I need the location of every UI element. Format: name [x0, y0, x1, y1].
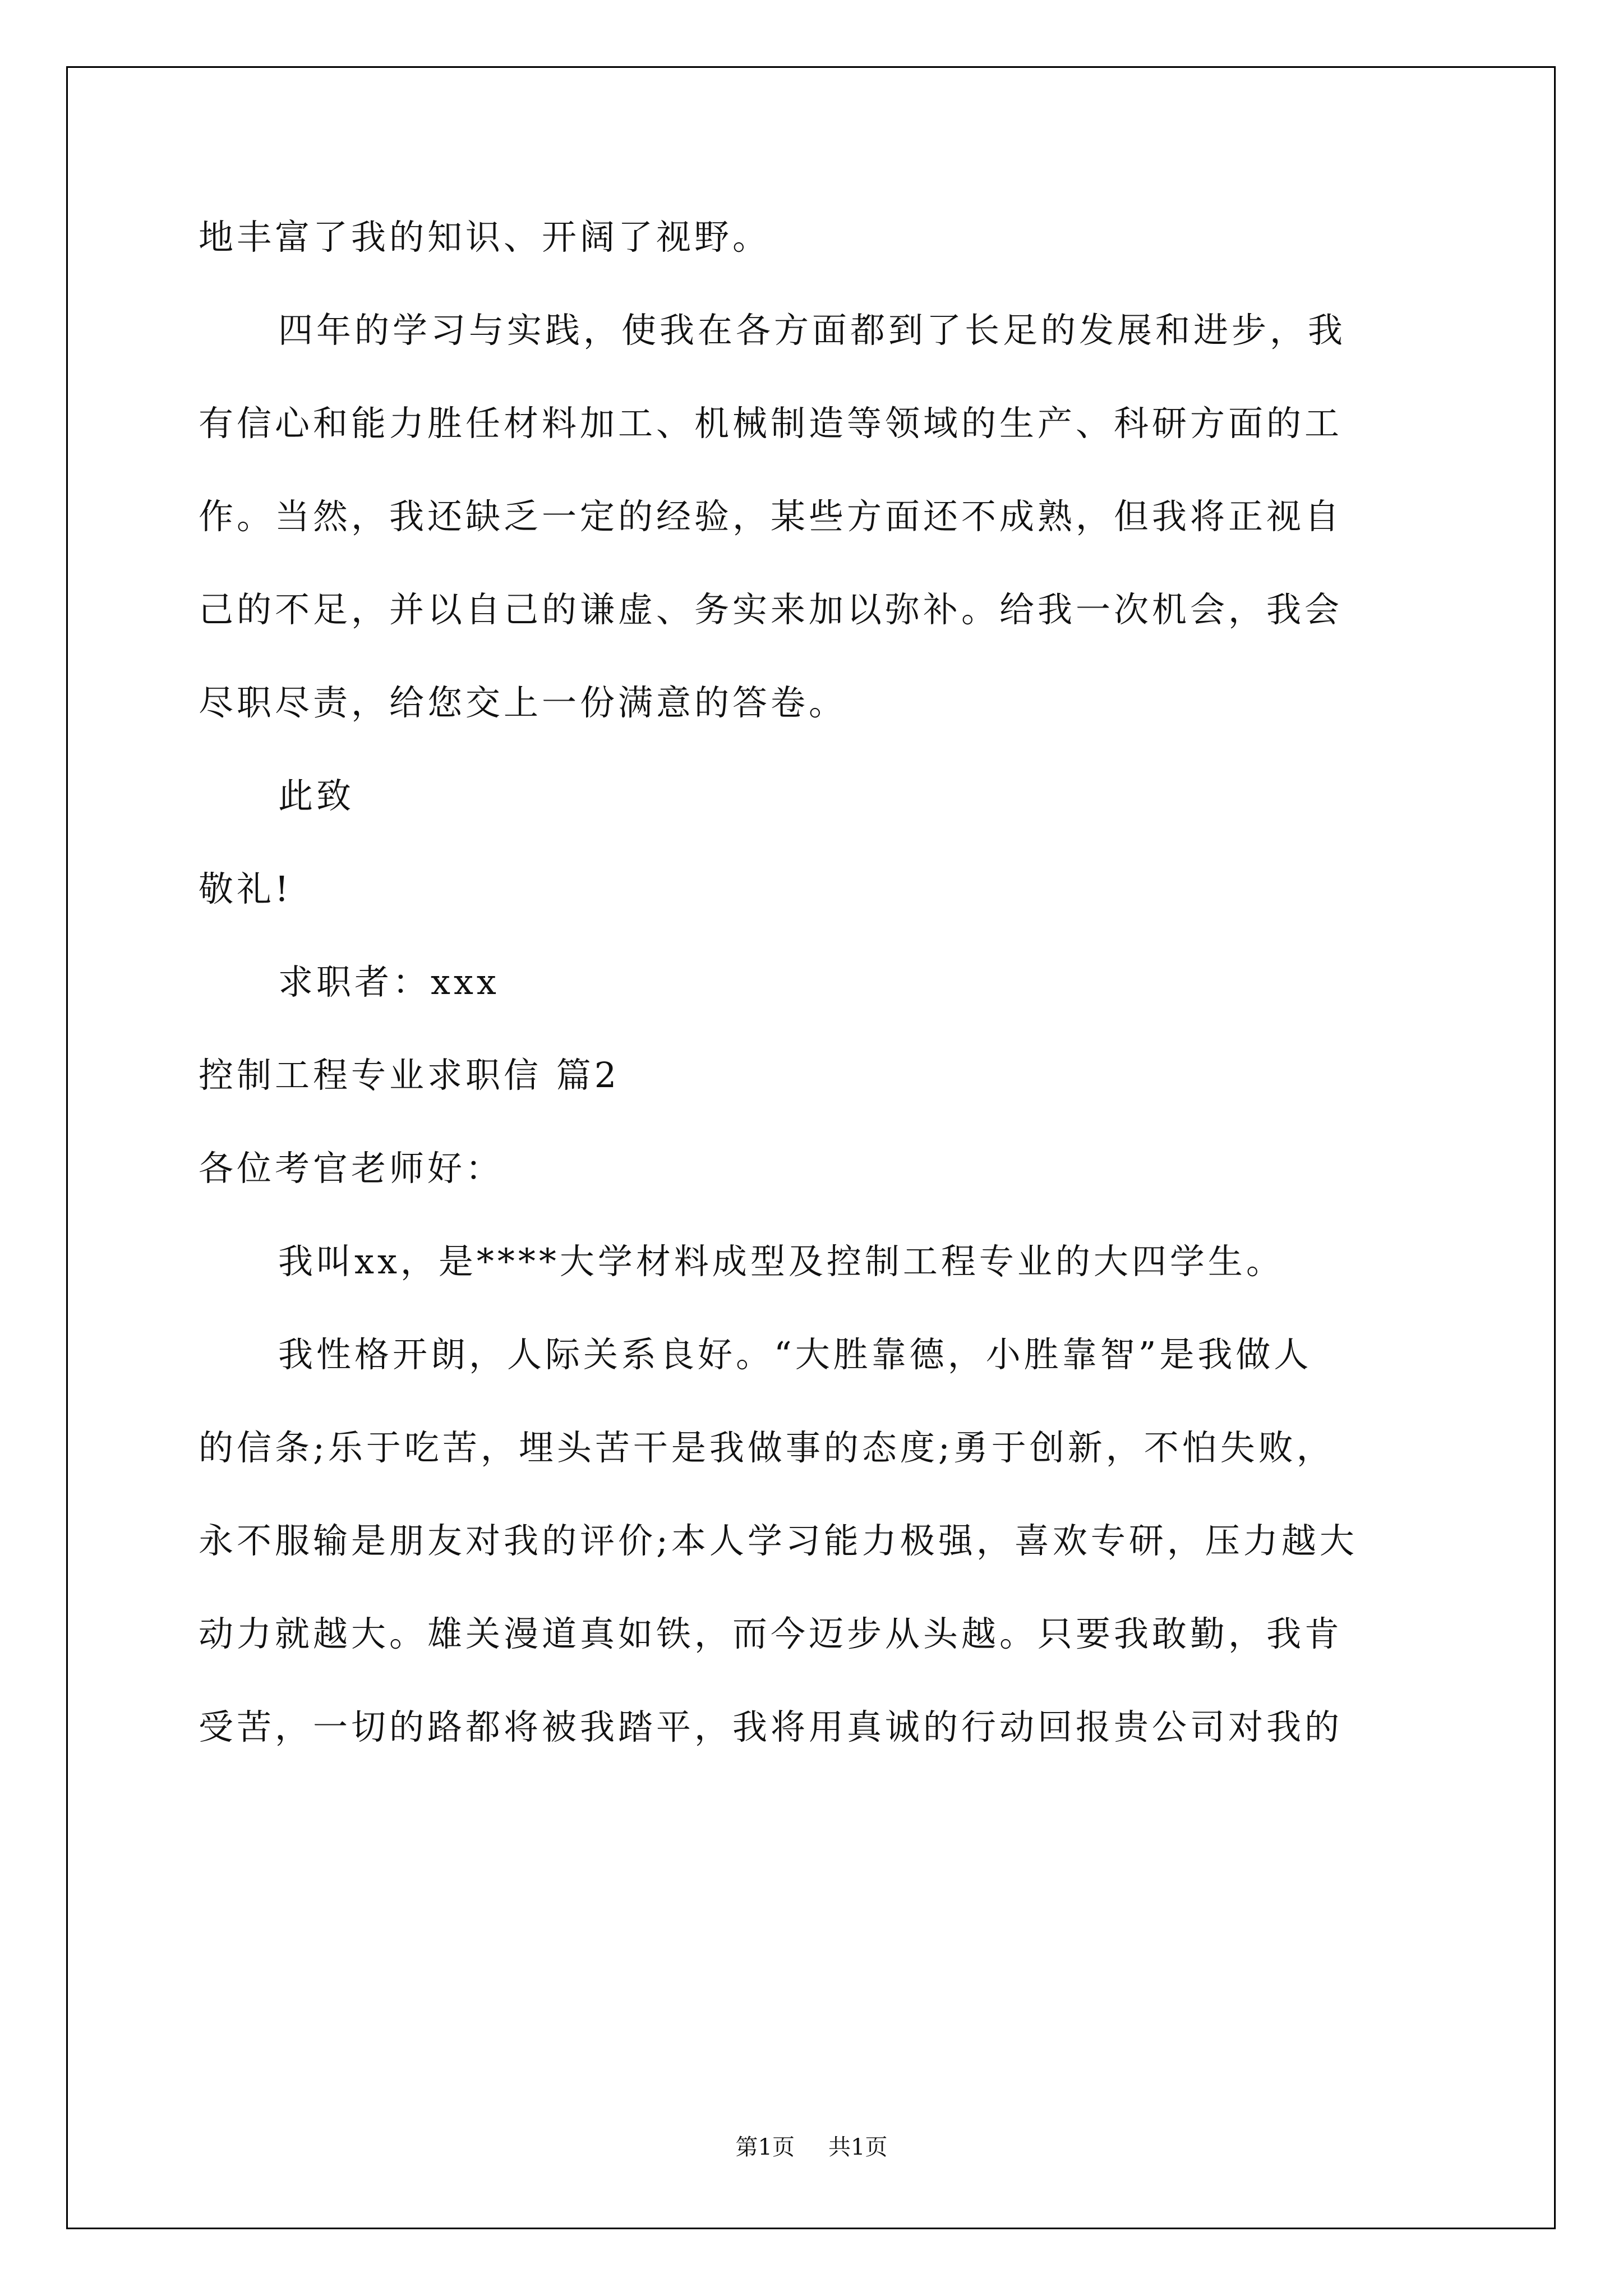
- text-line: 永不服输是朋友对我的评价;本人学习能力极强，喜欢专研，压力越大: [199, 1520, 1358, 1561]
- text-line: 尽职尽责，给您交上一份满意的答卷。: [199, 682, 847, 723]
- closing-salutation: 此致: [278, 775, 355, 816]
- text-line: 动力就越大。雄关漫道真如铁，而今迈步从头越。只要我敢勤，我肯: [199, 1613, 1343, 1654]
- text-line: 有信心和能力胜任材料加工、机械制造等领域的生产、科研方面的工: [199, 403, 1343, 444]
- page-total: 共1页: [828, 2134, 888, 2160]
- section-heading: 控制工程专业求职信 篇2: [199, 1055, 620, 1096]
- text-line: 己的不足，并以自己的谦虚、务实来加以弥补。给我一次机会，我会: [199, 589, 1343, 630]
- text-line: 地丰富了我的知识、开阔了视野。: [199, 217, 771, 257]
- document-body: [199, 191, 1427, 1774]
- text-line: 作。当然，我还缺乏一定的经验，某些方面还不成熟，但我将正视自: [199, 496, 1343, 537]
- text-line: 我性格开朗，人际关系良好。“大胜靠德，小胜靠智”是我做人: [278, 1334, 1312, 1375]
- text-line: 四年的学习与实践，使我在各方面都到了长足的发展和进步，我: [278, 310, 1347, 351]
- text-line: 受苦，一切的路都将被我踏平，我将用真诚的行动回报贵公司对我的: [199, 1706, 1343, 1747]
- closing-regards: 敬礼!: [199, 868, 292, 909]
- text-line: 的信条;乐于吃苦，埋头苦干是我做事的态度;勇于创新，不怕失败，: [199, 1427, 1335, 1468]
- page-number: 第1页: [735, 2134, 795, 2160]
- text-line: 我叫xx，是****大学材料成型及控制工程专业的大四学生。: [278, 1241, 1284, 1282]
- page-footer: [0, 2129, 1623, 2161]
- signature-line: 求职者：xxx: [278, 961, 500, 1002]
- greeting-line: 各位考官老师好：: [199, 1148, 504, 1189]
